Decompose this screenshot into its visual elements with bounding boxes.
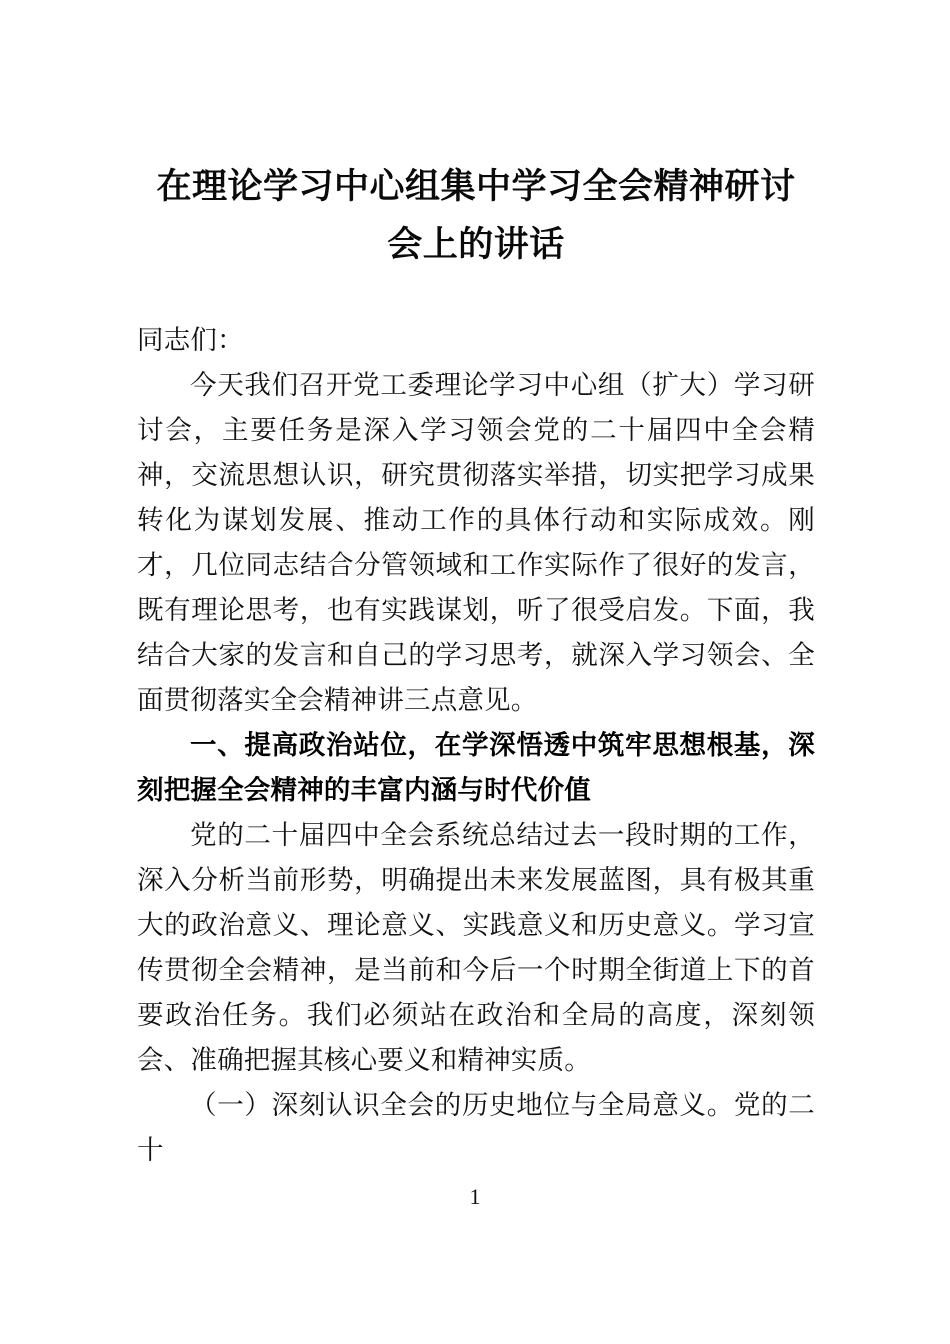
- section-heading-1: 一、提高政治站位，在学深悟透中筑牢思想根基，深刻把握全会精神的丰富内涵与时代价值: [137, 730, 815, 805]
- page-title-line-1: 在理论学习中心组集中学习全会精神研讨: [156, 167, 796, 206]
- document-content-column: [137, 0, 815, 1173]
- page-title: [137, 0, 815, 274]
- paragraph-subsection-1-1: （一）深刻认识全会的历史地位与全局意义。党的二十: [137, 1090, 815, 1166]
- paragraph-section-1-body: 党的二十届四中全会系统总结过去一段时期的工作，深入分析当前形势，明确提出未来发展蓝图，具有极其重大的政治意义、理论意义、实践意义和历史意义。学习宣传贯彻全会精神，是当前和今后一个时期全街道上下的首要政治任务。我们必须站在政治和全局的高度，深刻领会、准确把握其核心要义和精神实质。: [137, 820, 815, 1076]
- salutation: 同志们：: [137, 325, 244, 356]
- page-title-line-2: 会上的讲话: [387, 225, 565, 264]
- document-body: [137, 274, 815, 1173]
- paragraph-opening: 今天我们召开党工委理论学习中心组（扩大）学习研讨会，主要任务是深入学习领会党的二十届四中全会精神，交流思想认识，研究贯彻落实举措，切实把学习成果转化为谋划发展、推动工作的具体行动和实际成效。刚才，几位同志结合分管领域和工作实际作了很好的发言，既有理论思考，也有实践谋划，听了很受启发。下面，我结合大家的发言和自己的学习思考，就深入学习领会、全面贯彻落实全会精神讲三点意见。: [137, 370, 815, 716]
- page-number: 1: [469, 1184, 481, 1209]
